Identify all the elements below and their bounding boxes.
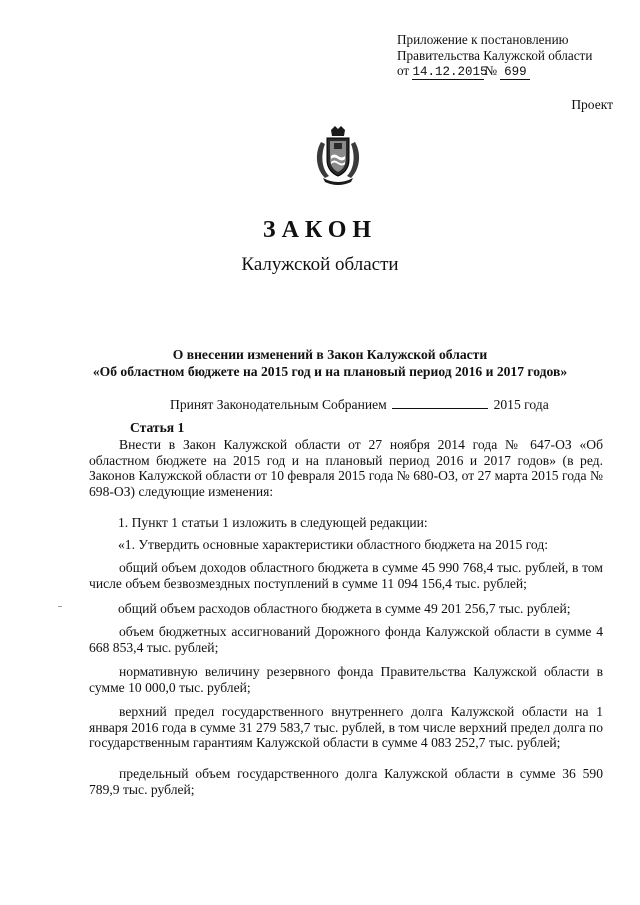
document-title: ЗАКОН bbox=[262, 217, 378, 243]
law-subject-line-1: О внесении изменений в Закон Калужской области bbox=[172, 347, 488, 362]
adoption-line bbox=[170, 396, 549, 413]
law-subject-line-2: «Об областном бюджете на 2015 год и на плановый период 2016 и 2017 годов» bbox=[92, 364, 568, 379]
article-heading: Статья 1 bbox=[130, 420, 185, 435]
document-region: Калужской области bbox=[241, 254, 399, 275]
paragraph-road-fund: объем бюджетных ассигнований Дорожного фонда Калужской области в сумме 4 668 853,4 тыс. рублей; bbox=[89, 624, 603, 655]
paragraph-reserve-fund: нормативную величину резервного фонда Правительства Калужской области в сумме 10 000,0 тыс. рублей; bbox=[89, 664, 603, 695]
decree-date: 14.12.2015 bbox=[412, 65, 488, 79]
appendix-line-3 bbox=[397, 63, 627, 80]
draft-status: Проект bbox=[571, 97, 613, 112]
emblem-graphic bbox=[313, 126, 363, 186]
date-prefix: от bbox=[397, 63, 410, 78]
paragraph-max-debt: предельный объем государственного долга Калужской области в сумме 36 590 789,9 тыс. рублей; bbox=[89, 766, 603, 797]
margin-mark bbox=[58, 606, 62, 607]
adoption-prefix: Принят Законодательным Собранием bbox=[170, 397, 387, 412]
paragraph-debt-limit: верхний предел государственного внутреннего долга Калужской области на 1 января 2016 года в сумме 31 279 583,7 тыс. рублей, в том числе верхний предел долга по государственным гарантиям Калужской области в сумме 4 083 252,7 тыс. рублей; bbox=[89, 704, 603, 750]
adoption-suffix: 2015 года bbox=[493, 397, 549, 412]
decree-number: 699 bbox=[500, 66, 530, 80]
paragraph-revenue: общий объем доходов областного бюджета в сумме 45 990 768,4 тыс. рублей, в том числе объем безвозмездных поступлений в сумме 11 094 156,4 тыс. рублей; bbox=[89, 560, 603, 591]
paragraph-item-1: 1. Пункт 1 статьи 1 изложить в следующей редакции: bbox=[118, 515, 428, 530]
paragraph-expenditure: общий объем расходов областного бюджета в сумме 49 201 256,7 тыс. рублей; bbox=[118, 601, 571, 616]
appendix-line-1: Приложение к постановлению bbox=[397, 32, 569, 47]
kaluga-coat-of-arms-icon bbox=[313, 126, 363, 186]
appendix-line-2: Правительства Калужской области bbox=[397, 47, 593, 63]
adoption-date-blank bbox=[392, 396, 488, 409]
number-prefix: № bbox=[484, 63, 498, 78]
paragraph-intro: Внести в Закон Калужской области от 27 ноября 2014 года № 647-ОЗ «Об областном бюджете на 2015 год и на плановый период 2016 и 2017 годов» (в ред. Законов Калужской области от 10 февраля 2015 года № 680-ОЗ, от 27 марта 2015 года № 698-ОЗ) следующие изменения: bbox=[89, 437, 603, 499]
law-subject bbox=[60, 346, 600, 380]
appendix-header bbox=[397, 32, 627, 80]
paragraph-item-2: «1. Утвердить основные характеристики областного бюджета на 2015 год: bbox=[118, 537, 549, 552]
